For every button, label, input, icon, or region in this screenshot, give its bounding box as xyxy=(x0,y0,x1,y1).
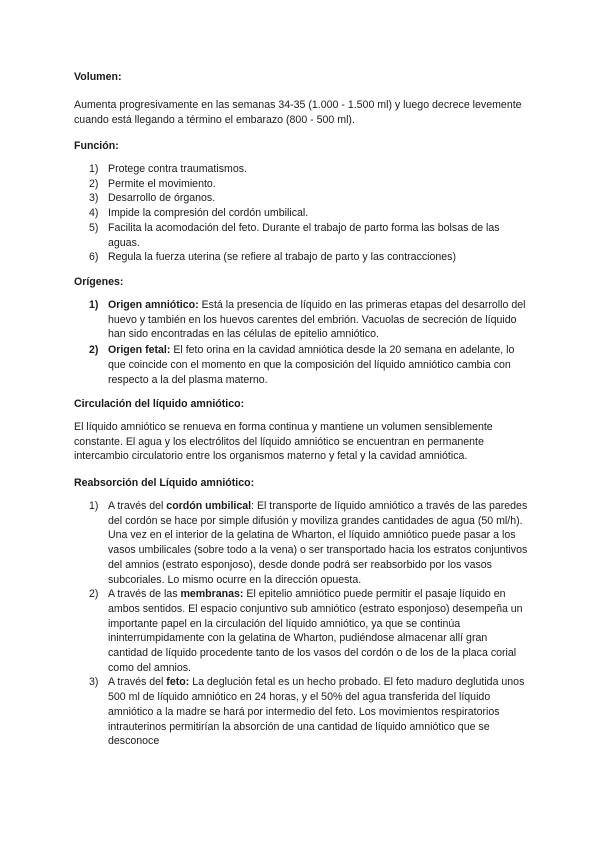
item-text: Desarrollo de órganos. xyxy=(108,192,216,205)
item-text: La deglución fetal es un hecho probado. El feto maduro deglutida unos 500 ml de líquido amniótico en 24 horas, y el 50% del agua transferida del líquido amniótico a la madre se hará por intermedio del feto. Los movimientos respiratorios intrauterinos permitirían la absorción de una cantidad de líquido amniótico que se desconoce xyxy=(108,676,525,748)
reabsorcion-list xyxy=(74,499,530,749)
list-item xyxy=(74,499,530,587)
list-item xyxy=(74,191,530,206)
origenes-heading: Orígenes: xyxy=(74,276,124,288)
volumen-heading: Volumen: xyxy=(74,71,122,83)
item-prefix: A través del xyxy=(108,500,167,512)
item-number: 3) xyxy=(89,192,99,205)
item-text: : El transporte de líquido amniótico a través de las paredes del cordón se hace por simple difusión y moviliza grandes cantidades de agua (50 ml/h). Una vez en el interior de la gelatina de Wharton, el líquido amniótico puede pasar a los vasos umbilicales (sobre todo a la vena) o ser transportado hacia los estratos conjuntivos del amnios (estrato esponjoso), desde donde podrá ser reabsorbido por los vasos subcoriales. Lo mismo ocurre en la dirección opuesta. xyxy=(108,500,528,586)
list-item xyxy=(74,177,530,192)
list-item xyxy=(74,343,530,387)
item-number: 1) xyxy=(89,500,99,512)
origenes-list xyxy=(74,298,530,387)
item-number: 1) xyxy=(89,163,99,175)
item-prefix: A través del xyxy=(108,676,167,689)
circulacion-heading: Circulación del líquido amniótico: xyxy=(74,398,245,410)
list-item xyxy=(74,221,530,250)
list-item xyxy=(74,250,530,265)
item-text: Protege contra traumatismos. xyxy=(108,163,247,175)
item-number: 1) xyxy=(89,299,99,311)
item-number: 3) xyxy=(89,676,99,689)
list-item xyxy=(74,162,530,177)
reabsorcion-heading: Reabsorción del Líquido amniótico: xyxy=(74,477,255,489)
item-text: El feto orina en la cavidad amniótica desde la 20 semana en adelante, lo que coincide con el momento en que la composición del líquido amniótico cambia con respecto a la del plasma materno. xyxy=(108,344,515,386)
item-label: cordón umbilical xyxy=(166,500,252,512)
item-label: Origen amniótico: xyxy=(108,299,199,311)
item-text: El epitelio amniótico puede permitir el pasaje líquido en ambos sentidos. El espacio conjuntivo sub amniótico (estrato esponjoso) desempeña un importante papel en la circulación del líquido amniótico, ya que se continúa ininterrumpidamente con la gelatina de Wharton, pudiéndose almacenar allí gran cantidad de líquido procedente tanto de los vasos del cordón o de los de la placa corial como del amnios. xyxy=(108,588,523,674)
item-text: Impide la compresión del cordón umbilical. xyxy=(108,207,309,220)
list-item xyxy=(74,298,530,342)
item-text: Facilita la acomodación del feto. Durante el trabajo de parto forma las bolsas de las aguas. xyxy=(108,221,500,249)
item-number: 2) xyxy=(89,177,99,190)
list-item xyxy=(74,206,530,221)
item-text: Permite el movimiento. xyxy=(108,177,216,190)
item-number: 2) xyxy=(89,344,99,357)
item-text: Está la presencia de líquido en las primeras etapas del desarrollo del huevo y también en los huevos carentes del embrión. Vacuolas de secreción de líquido han sido encontradas en las células de epitelio amniótico. xyxy=(108,299,526,341)
item-prefix: A través de las xyxy=(108,588,181,601)
item-label: Origen fetal: xyxy=(108,344,171,357)
item-number: 6) xyxy=(89,251,99,264)
item-number: 2) xyxy=(89,588,99,601)
item-label: membranas: xyxy=(180,588,244,601)
volumen-paragraph: Aumenta progresivamente en las semanas 34-35 (1.000 - 1.500 ml) y luego decrece levemente cuando está llegando a término el embarazo (800 - 500 ml). xyxy=(74,99,522,126)
list-item xyxy=(74,675,530,749)
funcion-heading: Función: xyxy=(74,140,119,152)
item-label: feto: xyxy=(166,676,190,689)
list-item xyxy=(74,587,530,675)
item-text: Regula la fuerza uterina (se refiere al trabajo de parto y las contracciones) xyxy=(108,251,457,264)
item-number: 5) xyxy=(89,221,99,234)
funcion-list xyxy=(74,162,530,265)
item-number: 4) xyxy=(89,207,99,220)
circulacion-paragraph: El líquido amniótico se renueva en forma continua y mantiene un volumen sensiblemente constante. El agua y los electrólitos del líquido amniótico se encuentran en permanente intercambio circulatorio entre los organismos materno y fetal y la cavidad amniótica. xyxy=(74,421,493,463)
